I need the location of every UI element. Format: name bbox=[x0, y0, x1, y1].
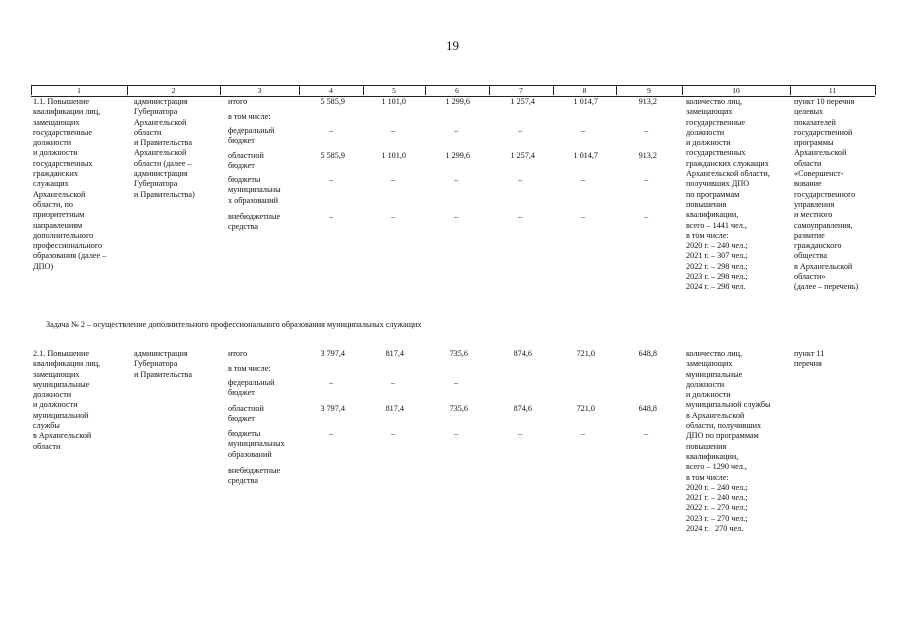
row1-source-federal: федеральный бюджет bbox=[228, 126, 275, 146]
row2-regional-col9: 648,8 bbox=[638, 404, 657, 413]
header-col-3: 3 bbox=[257, 86, 262, 95]
row1-municipal-col4: – bbox=[329, 175, 334, 184]
row2-municipal-col9: – bbox=[644, 429, 649, 438]
row1-regional-col5: 1 101,0 bbox=[381, 151, 406, 160]
row1-source-extrabudget: внебюджетные средства bbox=[228, 212, 281, 232]
row2-regional-col7: 874,6 bbox=[513, 404, 532, 413]
row1-source-municipal: бюджеты муниципальны х образований bbox=[228, 175, 281, 205]
row1-source-regional: областной бюджет bbox=[228, 151, 264, 171]
header-divider bbox=[790, 85, 791, 95]
row1-federal-col9: – bbox=[644, 126, 649, 135]
header-divider bbox=[127, 85, 128, 95]
row1-municipal-col6: – bbox=[454, 175, 459, 184]
row2-municipal-col6: – bbox=[454, 429, 459, 438]
header-divider bbox=[875, 85, 876, 95]
row1-municipal-col5: – bbox=[391, 175, 396, 184]
header-divider bbox=[299, 85, 300, 95]
row1-extrabudget-col9: – bbox=[644, 212, 649, 221]
row1-extrabudget-col7: – bbox=[518, 212, 523, 221]
header-col-5: 5 bbox=[392, 86, 396, 95]
row2-source-federal: федеральный бюджет bbox=[228, 378, 275, 398]
row2-source-regional: областной бюджет bbox=[228, 404, 264, 424]
header-col-7: 7 bbox=[519, 86, 523, 95]
row2-regional-col6: 735,6 bbox=[449, 404, 468, 413]
row1-source-total: итого bbox=[228, 97, 248, 106]
row2-regional-col4: 3 797,4 bbox=[320, 404, 345, 413]
row1-total-col4: 5 585,9 bbox=[320, 97, 345, 106]
header-col-10: 10 bbox=[732, 86, 740, 95]
row2-event: 2.1. Повышение квалификации лиц, замещающих муниципальные должности и должности муниципальной службы в Архангельской области bbox=[33, 349, 101, 451]
row1-regional-col6: 1 299,6 bbox=[445, 151, 470, 160]
row2-federal-col5: – bbox=[391, 378, 396, 387]
row1-federal-col5: – bbox=[391, 126, 396, 135]
row1-executor: администрация Губернатора Архангельской области и Правительства Архангельской области (далее – администрация Губернатора и Правительства) bbox=[134, 97, 195, 199]
header-col-2: 2 bbox=[171, 86, 176, 95]
row2-total-col5: 817,4 bbox=[385, 349, 404, 358]
header-col-6: 6 bbox=[455, 86, 459, 95]
header-divider bbox=[363, 85, 364, 95]
row2-executor: администрация Губернатора и Правительства bbox=[134, 349, 192, 379]
row2-reference: пункт 11 перечня bbox=[794, 349, 825, 369]
header-col-11: 11 bbox=[828, 86, 837, 95]
header-divider bbox=[553, 85, 554, 95]
row1-municipal-col8: – bbox=[581, 175, 586, 184]
row1-total-col8: 1 014,7 bbox=[573, 97, 598, 106]
row2-total-col4: 3 797,4 bbox=[320, 349, 345, 358]
row1-municipal-col7: – bbox=[518, 175, 523, 184]
row2-municipal-col4: – bbox=[329, 429, 334, 438]
row1-federal-col6: – bbox=[454, 126, 459, 135]
row1-source-including: в том числе: bbox=[228, 112, 271, 121]
header-col-9: 9 bbox=[647, 86, 651, 95]
row2-regional-col5: 817,4 bbox=[385, 404, 404, 413]
row1-regional-col8: 1 014,7 bbox=[573, 151, 598, 160]
row2-total-col7: 874,6 bbox=[513, 349, 532, 358]
row1-reference: пункт 10 перечня целевых показателей государственной программы Архангельской области «Совершенст- вование государственного управления и местного самоуправления, развитие гражданского общества в Архангельской области» (далее – перечень) bbox=[794, 97, 859, 292]
header-divider bbox=[31, 85, 32, 95]
row1-total-col7: 1 257,4 bbox=[510, 97, 535, 106]
row1-extrabudget-col6: – bbox=[454, 212, 459, 221]
row1-total-col5: 1 101,0 bbox=[381, 97, 406, 106]
row2-total-col6: 735,6 bbox=[449, 349, 468, 358]
row1-total-col9: 913,2 bbox=[638, 97, 657, 106]
row2-indicator: количество лиц, замещающих муниципальные должности и должности муниципальной службы в Архангельской области, получивших ДПО по программам повышения квалификации, всего – 1290 чел., в том числе: 2020 г. – 240 чел.; 2021 г. – 240 чел.; 2022 г. – 270 чел.; 2023 г. – 270 чел.; 2024 г. 270 чел. bbox=[686, 349, 771, 534]
header-divider bbox=[489, 85, 490, 95]
row1-regional-col7: 1 257,4 bbox=[510, 151, 535, 160]
table-header bbox=[31, 85, 875, 97]
row1-extrabudget-col5: – bbox=[391, 212, 396, 221]
row1-total-col6: 1 299,6 bbox=[445, 97, 470, 106]
row2-regional-col8: 721,0 bbox=[576, 404, 595, 413]
row2-source-total: итого bbox=[228, 349, 248, 358]
row1-municipal-col9: – bbox=[644, 175, 649, 184]
page-number: 19 bbox=[446, 38, 459, 53]
header-divider bbox=[616, 85, 617, 95]
row2-municipal-col8: – bbox=[581, 429, 586, 438]
row1-federal-col8: – bbox=[581, 126, 586, 135]
row2-source-including: в том числе: bbox=[228, 364, 271, 373]
row1-regional-col9: 913,2 bbox=[638, 151, 657, 160]
row2-source-municipal: бюджеты муниципальных образований bbox=[228, 429, 285, 459]
row1-regional-col4: 5 585,9 bbox=[320, 151, 345, 160]
row1-federal-col4: – bbox=[329, 126, 334, 135]
header-col-8: 8 bbox=[582, 86, 587, 95]
row1-indicator: количество лиц, замещающих государственные должности и должности государственных гражданских служащих Архангельской области, получивших ДПО по программам повышения квалификации, всего – 1441 чел., в том числе: 2020 г. – 240 чел.; 2021 г. – 307 чел.; 2022 г. – 298 чел.; 2023 г. – 298 чел.; 2024 г. – 298 чел. bbox=[686, 97, 770, 292]
row1-federal-col7: – bbox=[518, 126, 523, 135]
header-divider bbox=[220, 85, 221, 95]
row2-municipal-col7: – bbox=[518, 429, 523, 438]
row2-total-col8: 721,0 bbox=[576, 349, 595, 358]
header-col-4: 4 bbox=[329, 86, 333, 95]
row1-extrabudget-col8: – bbox=[581, 212, 586, 221]
task2-heading: Задача № 2 – осуществление дополнительного профессионального образования муниципальных служащих bbox=[46, 320, 422, 329]
row2-federal-col4: – bbox=[329, 378, 334, 387]
row2-source-extrabudget: внебюджетные средства bbox=[228, 466, 281, 486]
header-col-1: 1 bbox=[77, 86, 81, 95]
row1-extrabudget-col4: – bbox=[329, 212, 334, 221]
row1-event: 1.1. Повышение квалификации лиц, замещающих государственные должности и должности государственных гражданских служащих Архангельской области, по приоритетным направлениям дополнительного профессионального образования (далее – ДПО) bbox=[33, 97, 107, 271]
row2-municipal-col5: – bbox=[391, 429, 396, 438]
header-divider bbox=[682, 85, 683, 95]
header-divider bbox=[425, 85, 426, 95]
row2-federal-col6: – bbox=[454, 378, 459, 387]
row2-total-col9: 648,8 bbox=[638, 349, 657, 358]
